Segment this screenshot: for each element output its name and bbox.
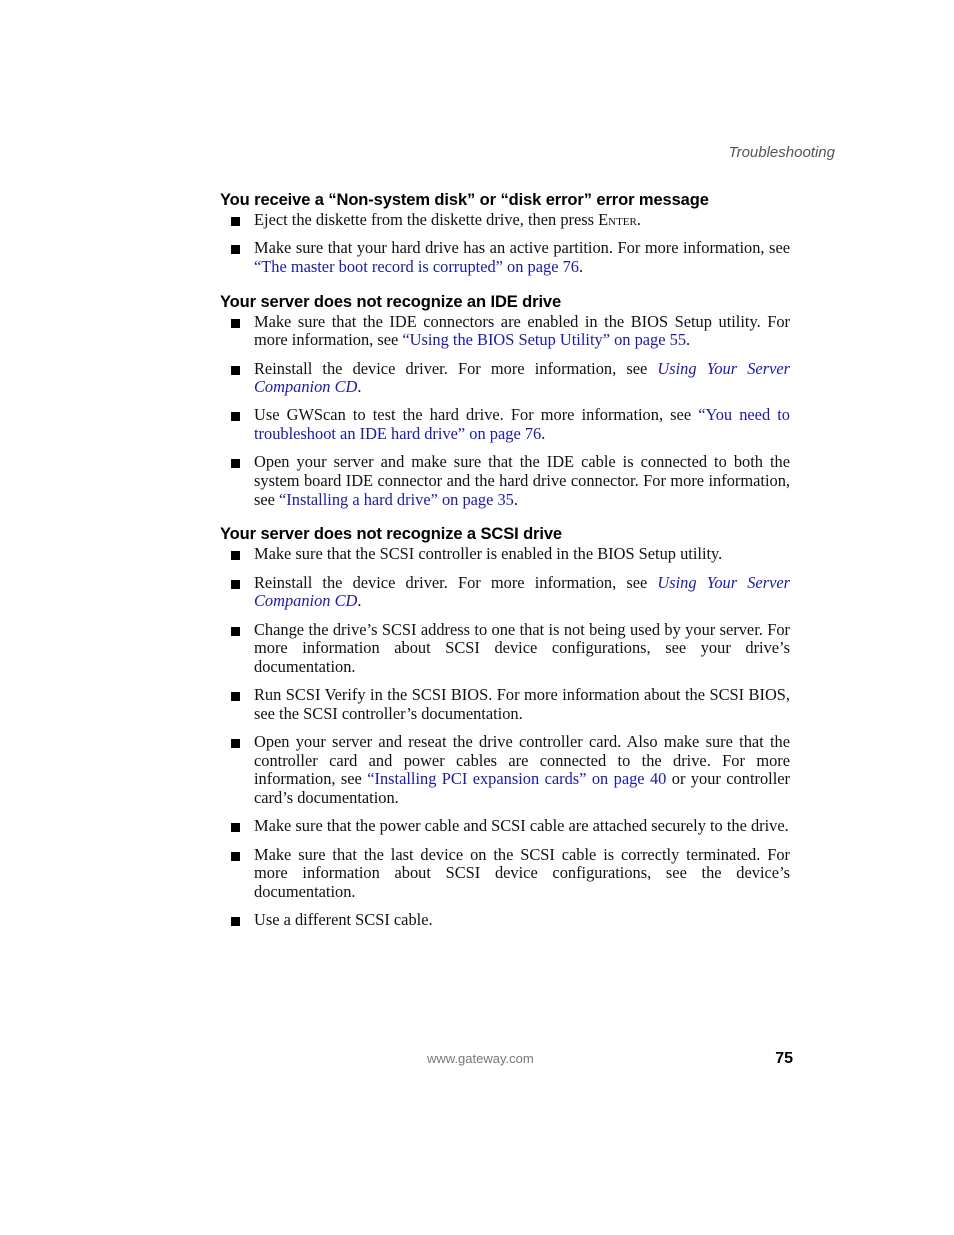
bullet-icon (231, 580, 240, 589)
list-item: Open your server and make sure that the IDE cable is connected to both the system board IDE connector and the hard drive connector. For more information, see “Installing a hard drive” on page 35. (220, 453, 790, 509)
section-heading: You receive a “Non-system disk” or “disk error” error message (220, 191, 709, 209)
list-item: Reinstall the device driver. For more information, see Using Your Server Companion CD. (220, 574, 790, 611)
section-ide-drive (220, 292, 790, 510)
bullet-icon (231, 366, 240, 375)
bullet-icon (231, 412, 240, 421)
cross-reference-link[interactable]: “The master boot record is corrupted” on page 76 (254, 256, 579, 276)
list-item: Make sure that the last device on the SCSI cable is correctly terminated. For more information about SCSI device configurations, see the device’s documentation. (220, 846, 790, 902)
bullet-icon (231, 823, 240, 832)
bullet-icon (231, 627, 240, 636)
guide-reference-link[interactable]: Using Your Server Companion CD (254, 358, 791, 397)
bullet-list (220, 211, 790, 277)
section-scsi-drive (220, 524, 790, 929)
list-item: Open your server and reseat the drive controller card. Also make sure that the controller card and power cables are connected to the drive. For more information, see “Installing PCI expansion cards” on page 40 or your controller card’s documentation. (220, 733, 790, 808)
bullet-icon (231, 917, 240, 926)
bullet-list (220, 545, 790, 929)
main-content (220, 190, 790, 930)
bullet-icon (231, 459, 240, 468)
cross-reference-link[interactable]: “You need to troubleshoot an IDE hard drive” on page 76 (254, 405, 790, 444)
cross-reference-link[interactable]: “Using the BIOS Setup Utility” on page 55 (402, 330, 687, 350)
bullet-icon (231, 852, 240, 861)
list-item: Make sure that your hard drive has an active partition. For more information, see “The master boot record is corrupted” on page 76. (220, 239, 790, 276)
list-item: Reinstall the device driver. For more information, see Using Your Server Companion CD. (220, 360, 790, 397)
list-item: Run SCSI Verify in the SCSI BIOS. For more information about the SCSI BIOS, see the SCSI controller’s documentation. (220, 686, 790, 723)
bullet-icon (231, 739, 240, 748)
cross-reference-link[interactable]: “Installing a hard drive” on page 35 (279, 489, 514, 509)
cross-reference-link[interactable]: “Installing PCI expansion cards” on page 40 (367, 769, 667, 789)
key-name: Enter (598, 210, 637, 229)
list-item: Eject the diskette from the diskette drive, then press Enter. (220, 211, 790, 230)
section-disk-error (220, 190, 790, 277)
list-item: Change the drive’s SCSI address to one that is not being used by your server. For more information about SCSI device configurations, see your drive’s documentation. (220, 621, 790, 677)
page-number: 75 (775, 1050, 793, 1067)
section-heading: Your server does not recognize a SCSI drive (220, 525, 563, 544)
bullet-icon (231, 217, 240, 226)
running-header: Troubleshooting (728, 144, 835, 161)
bullet-icon (231, 245, 240, 254)
list-item: Use GWScan to test the hard drive. For more information, see “You need to troubleshoot an IDE hard drive” on page 76. (220, 406, 790, 443)
bullet-icon (231, 692, 240, 701)
list-item: Use a different SCSI cable. (220, 911, 790, 930)
footer-url[interactable]: www.gateway.com (427, 1051, 534, 1066)
guide-reference-link[interactable]: Using Your Server Companion CD (254, 572, 791, 611)
list-item: Make sure that the power cable and SCSI cable are attached securely to the drive. (220, 817, 790, 836)
list-item: Make sure that the SCSI controller is enabled in the BIOS Setup utility. (220, 545, 790, 564)
bullet-list (220, 313, 790, 510)
section-heading: Your server does not recognize an IDE drive (220, 292, 562, 311)
list-item: Make sure that the IDE connectors are enabled in the BIOS Setup utility. For more information, see “Using the BIOS Setup Utility” on page 55. (220, 313, 790, 350)
bullet-icon (231, 551, 240, 560)
bullet-icon (231, 319, 240, 328)
